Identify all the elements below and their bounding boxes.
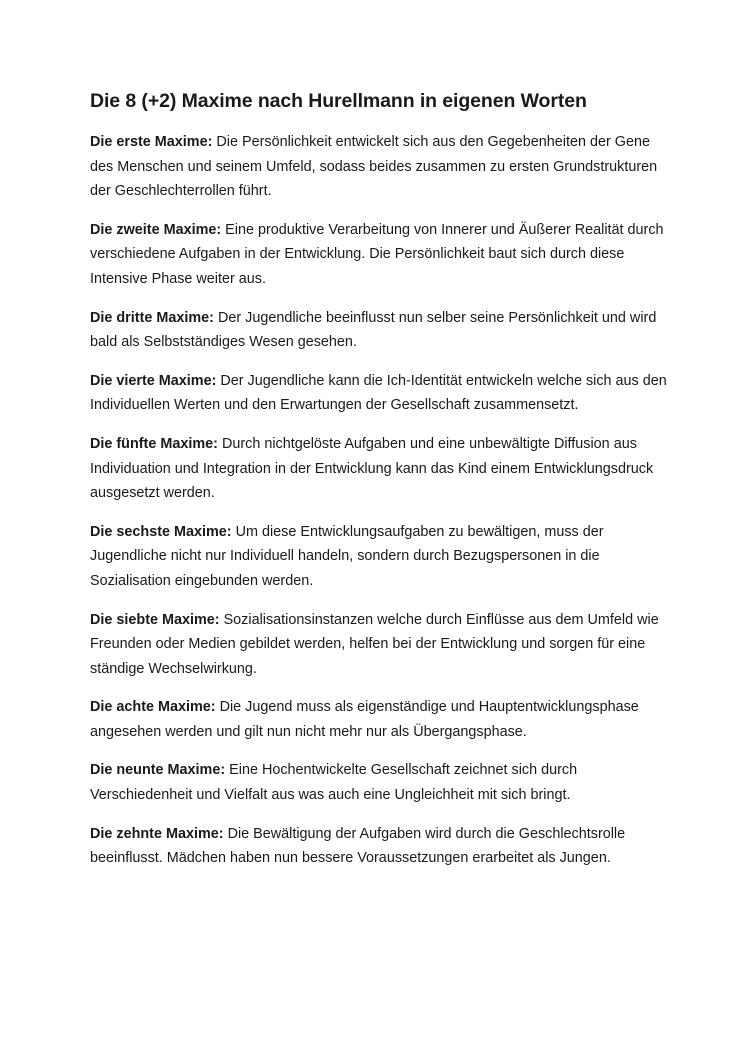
maxim-9 [90,758,670,807]
maxim-label: Die vierte Maxime: [90,372,217,389]
maxim-4 [90,369,670,418]
maxim-10 [90,822,670,871]
maxim-label: Die achte Maxime: [90,699,216,716]
maxim-label: Die erste Maxime: [90,134,213,150]
document-page [90,88,670,885]
maxim-2 [90,218,670,292]
maxim-6 [90,520,670,594]
maxim-label: Die zweite Maxime: [90,221,222,238]
maxim-3 [90,306,670,355]
maxim-text: Eine produktive Verarbeitung von Innerer und Äußerer Realität durch verschiedene Aufgaben in der Entwicklung. Die Persönlichkeit baut sich durch diese Intensive Phase weiter aus. [90,221,664,287]
maxim-label: Die dritte Maxime: [90,309,214,326]
maxim-1 [90,130,670,204]
maxim-text: Der Jugendliche beeinflusst nun selber seine Persönlichkeit und wird bald als Selbstständiges Wesen gesehen. [90,309,657,351]
maxim-5 [90,432,670,506]
maxim-text: Sozialisationsinstanzen welche durch Einflüsse aus dem Umfeld wie Freunden oder Medien gebildet werden, helfen bei der Entwicklung und sorgen für eine ständige Wechselwirkung. [90,611,659,677]
maxim-text: Um diese Entwicklungsaufgaben zu bewältigen, muss der Jugendliche nicht nur Individuell handeln, sondern durch Bezugspersonen in die Sozialisation eingebunden werden. [90,523,604,589]
maxim-label: Die sechste Maxime: [90,523,232,540]
maxim-text: Die Bewältigung der Aufgaben wird durch die Geschlechtsrolle beeinflusst. Mädchen haben nun bessere Voraussetzungen erarbeitet als Jungen. [90,825,626,867]
maxim-text: Durch nichtgelöste Aufgaben und eine unbewältigte Diffusion aus Individuation und Integration in der Entwicklung kann das Kind einem Entwicklungsdruck ausgesetzt werden. [90,435,654,502]
maxim-label: Die zehnte Maxime: [90,825,224,842]
maxim-text: Die Jugend muss als eigenständige und Hauptentwicklungsphase angesehen werden und gilt nun nicht mehr nur als Übergangsphase. [90,699,639,740]
maxim-text: Der Jugendliche kann die Ich-Identität entwickeln welche sich aus den Individuellen Werten und den Erwartungen der Gesellschaft zusammensetzt. [90,372,667,414]
maxim-label: Die siebte Maxime: [90,611,220,628]
maxim-text: Eine Hochentwickelte Gesellschaft zeichnet sich durch Verschiedenheit und Vielfalt aus was auch eine Ungleichheit mit sich bringt. [90,762,578,804]
maxim-label: Die neunte Maxime: [90,762,226,779]
maxim-text: Die Persönlichkeit entwickelt sich aus den Gegebenheiten der Gene des Menschen und seinem Umfeld, sodass beides zusammen zu ersten Grundstrukturen der Geschlechterrollen führt. [90,134,658,200]
maxim-7 [90,608,670,682]
maxim-label: Die fünfte Maxime: [90,435,218,452]
maxim-8 [90,695,670,744]
document-title: Die 8 (+2) Maxime nach Hurellmann in eigenen Worten [90,90,587,112]
